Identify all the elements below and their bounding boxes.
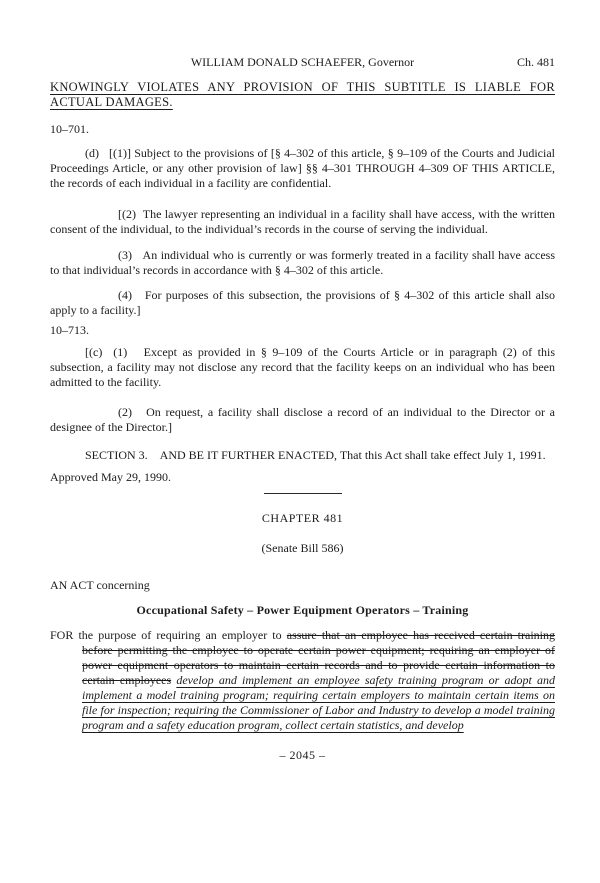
an-act-concerning: AN ACT concerning (50, 578, 150, 592)
purpose-stricken-text: assure that an employee has received certain training before permitting the employee to operate certain power equipment; requiring an employer of power equipment operators to maintain certain records and to provide certain information to certain employees (82, 628, 555, 687)
page-number: – 2045 – (279, 748, 326, 762)
paragraph-c1: [(c) (1) Except as provided in § 9–109 of the Courts Article or in paragraph (2) of this subsection, a facility may not disclose any record that the facility keeps on an individual who has been admitted to the facility. (50, 345, 555, 389)
chapter-heading: CHAPTER 481 (261, 511, 344, 525)
governor-name: WILLIAM DONALD SCHAEFER, Governor (190, 55, 415, 69)
paragraph-d: (d) [(1)] Subject to the provisions of [§ 4–302 of this article, § 9–109 of the Courts and Judicial Proceedings Article, or any other provision of law] §§ 4–301 THROUGH 4–309 OF THIS ARTICLE, the records of each individual in a facility are confidential. (50, 146, 555, 190)
chapter-reference: Ch. 481 (516, 55, 555, 69)
purpose-paragraph (50, 628, 555, 733)
act-title: Occupational Safety – Power Equipment Operators – Training (136, 603, 469, 617)
senate-bill-number: (Senate Bill 586) (261, 541, 344, 555)
purpose-intro: FOR the purpose of requiring an employer to (50, 628, 282, 642)
section-number-10-713: 10–713. (50, 323, 89, 337)
approved-date: Approved May 29, 1990. (50, 470, 171, 484)
paragraph-4: (4) For purposes of this subsection, the provisions of § 4–302 of this article shall also apply to a facility.] (50, 288, 555, 317)
paragraph-3: (3) An individual who is currently or was formerly treated in a facility shall have access to that individual’s records in accordance with § 4–302 of this article. (50, 248, 555, 277)
section-number-10-701: 10–701. (50, 122, 89, 136)
page-header (50, 55, 555, 70)
separator-rule (264, 493, 342, 494)
section-3-enactment: SECTION 3. AND BE IT FURTHER ENACTED, That this Act shall take effect July 1, 1991. (85, 448, 546, 462)
paragraph-2: [(2) The lawyer representing an individual in a facility shall have access, with the written consent of the individual, to the individual’s records in the course of serving the individual. (50, 207, 555, 236)
subtitle-liability-heading: KNOWINGLY VIOLATES ANY PROVISION OF THIS SUBTITLE IS LIABLE FOR ACTUAL DAMAGES. (50, 80, 555, 109)
purpose-added-text: develop and implement an employee safety training program or adopt and implement a model training program; requiring certain employers to maintain certain items on file for inspection; requiring the Commissioner of Labor and Industry to develop a model training program and a safety education program, collect certain statistics, and develop (82, 673, 555, 732)
paragraph-c2: (2) On request, a facility shall disclose a record of an individual to the Director or a designee of the Director.] (50, 405, 555, 434)
